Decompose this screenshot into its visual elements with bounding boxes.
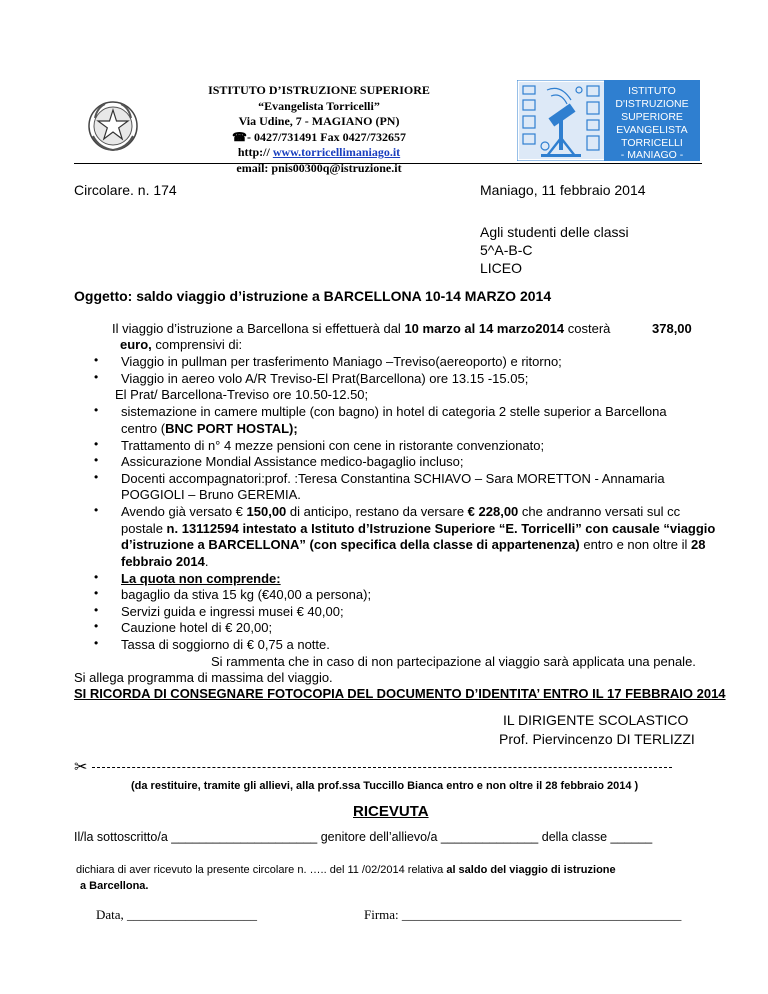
institute-address: Via Udine, 7 - MAGIANO (PN) [238, 114, 400, 128]
receipt-declaration-end: a Barcellona. [80, 880, 149, 892]
bullet-icon: • [94, 453, 99, 467]
institute-email: email: pnis00300q@istruzione.it [236, 160, 402, 175]
phone-icon: ☎ [232, 129, 247, 144]
school-logo [517, 80, 700, 161]
logo-line: SUPERIORE [621, 111, 683, 123]
bullet-icon: • [94, 603, 99, 617]
intro-line: Il viaggio d’istruzione a Barcellona si effettuerà dal 10 marzo al 14 marzo2014 costerà [112, 321, 611, 336]
reminder-note: SI RICORDA DI CONSEGNARE FOTOCOPIA DEL DOCUMENTO D’IDENTITA’ ENTRO IL 17 FEBBRAIO 2014 [74, 686, 726, 701]
list-item: POGGIOLI – Bruno GEREMIA. [121, 487, 301, 502]
recipient-line: 5^A-B-C [480, 242, 533, 258]
bullet-icon: • [94, 619, 99, 633]
signature-name: Prof. Piervincenzo DI TERLIZZI [499, 731, 695, 747]
attachment-note: Si allega programma di massima del viaggio. [74, 670, 333, 685]
bullet-icon: • [94, 403, 99, 417]
receipt-title: RICEVUTA [353, 803, 429, 820]
signature-block [499, 711, 695, 749]
list-item-heading: La quota non comprende: [121, 571, 281, 586]
subject-line: Oggetto: saldo viaggio d’istruzione a BARCELLONA 10-14 MARZO 2014 [74, 288, 552, 304]
document-date: Maniago, 11 febbraio 2014 [480, 182, 646, 198]
list-item: Viaggio in aereo volo A/R Treviso-El Prat(Barcellona) ore 13.15 -15.05; [121, 371, 529, 386]
website-link[interactable]: www.torricellimaniago.it [272, 145, 401, 159]
logo-line: ISTITUTO [628, 85, 676, 97]
list-item: bagaglio da stiva 15 kg (€40,00 a persona); [121, 587, 372, 602]
list-item: Cauzione hotel di € 20,00; [121, 620, 273, 635]
list-item: Avendo già versato € 150,00 di anticipo, restano da versare € 228,00 che andranno versati sul cc [121, 504, 681, 519]
bullet-icon: • [94, 437, 99, 451]
bullet-icon: • [94, 353, 99, 367]
circolare-number: Circolare. n. 174 [74, 182, 177, 198]
logo-line: D'ISTRUZIONE [615, 98, 689, 110]
logo-line: TORRICELLI [621, 137, 683, 149]
signature-title: IL DIRIGENTE SCOLASTICO [503, 712, 689, 728]
institute-phone: ☎- 0427/731491 Fax 0427/732657 [232, 129, 406, 144]
bullet-icon: • [94, 370, 99, 384]
institute-web: http:// www.torricellimaniago.it [237, 145, 401, 159]
header-divider [74, 163, 702, 164]
list-item: Docenti accompagnatori:prof. :Teresa Constantina SCHIAVO – Sara MORETTON - Annamaria [121, 471, 665, 486]
recipient-line: LICEO [480, 260, 523, 276]
bullet-icon: • [94, 636, 99, 650]
recipients [480, 223, 629, 277]
penalty-note: Si rammenta che in caso di non partecipazione al viaggio sarà applicata una penale. [211, 654, 696, 669]
bullet-icon: • [94, 470, 99, 484]
recipient-line: Agli studenti delle classi [480, 224, 629, 240]
list-item: Tassa di soggiorno di € 0,75 a notte. [121, 637, 330, 652]
cut-note: (da restituire, tramite gli allievi, alla prof.ssa Tuccillo Bianca entro e non oltre il 28 febbraio 2014 ) [131, 780, 639, 792]
trip-cost: 378,00 [652, 321, 692, 336]
list-item: centro (BNC PORT HOSTAL); [121, 421, 298, 436]
bullet-icon: • [94, 586, 99, 600]
receipt-line: Il/la sottoscritto/a _____________________ genitore dell’allievo/a ______________ della classe ______ [74, 830, 653, 844]
logo-line: EVANGELISTA [616, 124, 688, 136]
receipt-declaration: dichiara di aver ricevuto la presente circolare n. ….. del 11 /02/2014 relativa al saldo del viaggio di istruzione [76, 864, 616, 876]
list-item: d’istruzione a BARCELLONA” (con specifica della classe di appartenenza) entro e non oltre il 28 [121, 537, 706, 552]
scissors-icon: ✂ [74, 759, 88, 776]
bullet-icon: • [94, 570, 99, 584]
list-item: sistemazione in camere multiple (con bagno) in hotel di categoria 2 stelle superior a Barcellona [121, 404, 667, 419]
institute-name: “Evangelista Torricelli” [258, 98, 380, 113]
list-item: El Prat/ Barcellona-Treviso ore 10.50-12.50; [115, 387, 369, 402]
cut-line [92, 767, 672, 768]
signature-field: Firma: ___________________________________________ [364, 907, 682, 922]
logo-line: - MANIAGO - [620, 149, 684, 161]
list-item: febbraio 2014. [121, 554, 209, 569]
list-item: Servizi guida e ingressi musei € 40,00; [121, 604, 344, 619]
bullet-icon: • [94, 503, 99, 517]
institute-title: ISTITUTO D’ISTRUZIONE SUPERIORE [208, 83, 430, 97]
intro-line-2: euro, comprensivi di: [120, 337, 243, 352]
list-item: Trattamento di n° 4 mezze pensioni con cene in ristorante convenzionato; [121, 438, 545, 453]
list-item: postale n. 13112594 intestato a Istituto d’Istruzione Superiore “E. Torricelli” con causale “viaggio [121, 521, 716, 536]
date-field: Data, ____________________ [96, 907, 258, 922]
republic-emblem-icon [85, 98, 141, 154]
list-item: Viaggio in pullman per trasferimento Maniago –Treviso(aereoporto) e ritorno; [121, 354, 562, 369]
list-item: Assicurazione Mondial Assistance medico-bagaglio incluso; [121, 454, 464, 469]
